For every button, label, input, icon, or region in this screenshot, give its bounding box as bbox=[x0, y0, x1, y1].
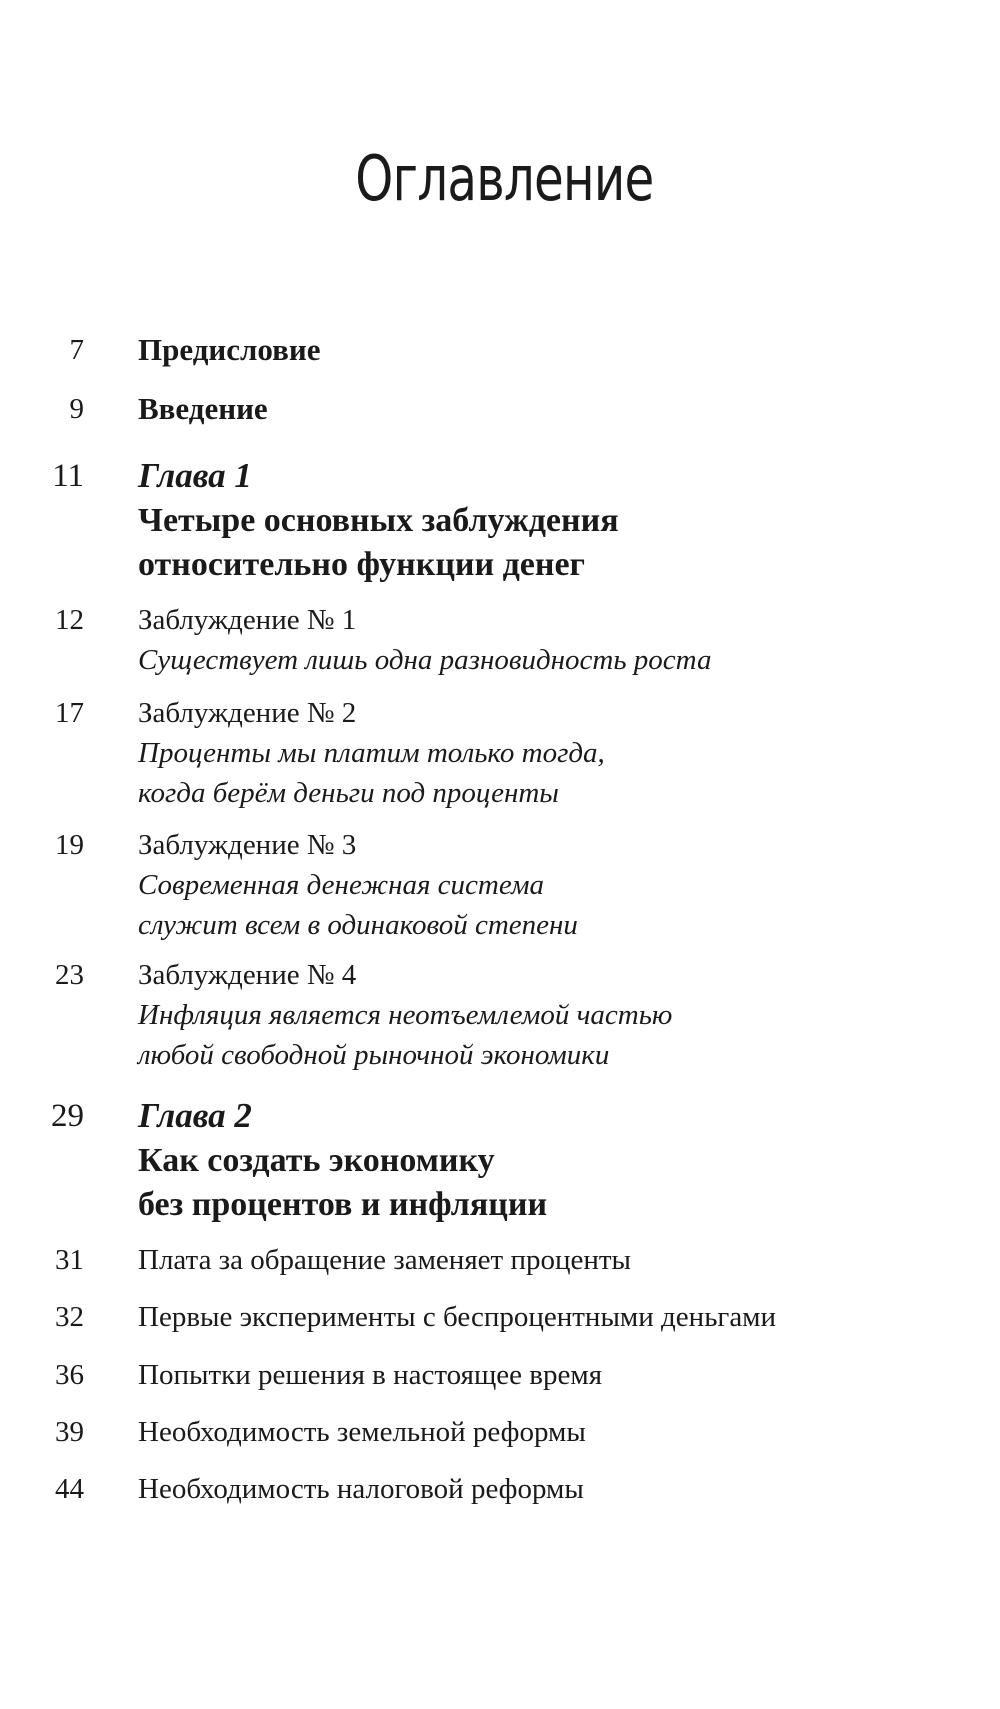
section-subtitle-line: Современная денежная система bbox=[138, 869, 545, 901]
entry-title: Предисловие bbox=[138, 332, 321, 367]
section-subtitle-line: Существует лишь одна разновидность роста bbox=[138, 644, 712, 676]
section-subtitle-line: любой свободной рыночной экономики bbox=[138, 1039, 610, 1071]
page-number: 11 bbox=[52, 458, 84, 494]
page-number: 32 bbox=[55, 1301, 84, 1333]
section-title: Заблуждение № 2 bbox=[138, 697, 357, 729]
chapter-title-line: без процентов и инфляции bbox=[138, 1186, 548, 1223]
chapter-title-line: Четыре основных заблуждения bbox=[138, 502, 619, 539]
page-number: 44 bbox=[55, 1473, 84, 1505]
page-number: 39 bbox=[55, 1416, 84, 1448]
page-number: 7 bbox=[69, 334, 84, 366]
section-subtitle-line: служит всем в одинаковой степени bbox=[138, 909, 578, 941]
chapter-title-line: относительно функции денег bbox=[138, 546, 585, 583]
section-subtitle-line: Инфляция является неотъемлемой частью bbox=[138, 999, 673, 1031]
page-number: 17 bbox=[55, 697, 84, 729]
page-number: 12 bbox=[55, 604, 84, 636]
page-number: 29 bbox=[51, 1098, 84, 1134]
section-title: Плата за обращение заменяет проценты bbox=[138, 1244, 632, 1276]
section-title: Заблуждение № 4 bbox=[138, 959, 357, 991]
chapter-label: Глава 1 bbox=[138, 456, 252, 495]
page-number: 9 bbox=[69, 393, 84, 425]
page-number: 19 bbox=[55, 829, 84, 861]
section-title: Заблуждение № 3 bbox=[138, 829, 357, 861]
page-number: 23 bbox=[55, 959, 84, 991]
chapter-label: Глава 2 bbox=[138, 1096, 252, 1135]
section-title: Заблуждение № 1 bbox=[138, 604, 357, 636]
section-subtitle-line: когда берём деньги под проценты bbox=[138, 777, 559, 809]
section-title: Первые эксперименты с беспроцентными деньгами bbox=[138, 1301, 777, 1333]
chapter-title-line: Как создать экономику bbox=[138, 1142, 495, 1179]
entry-title: Введение bbox=[138, 391, 268, 426]
section-title: Необходимость налоговой реформы bbox=[138, 1473, 584, 1505]
section-title: Необходимость земельной реформы bbox=[138, 1416, 586, 1448]
page-number: 31 bbox=[55, 1244, 84, 1276]
page-title: Оглавление bbox=[355, 142, 654, 215]
page-number: 36 bbox=[55, 1359, 84, 1391]
section-subtitle-line: Проценты мы платим только тогда, bbox=[138, 737, 605, 769]
section-title: Попытки решения в настоящее время bbox=[138, 1359, 603, 1391]
